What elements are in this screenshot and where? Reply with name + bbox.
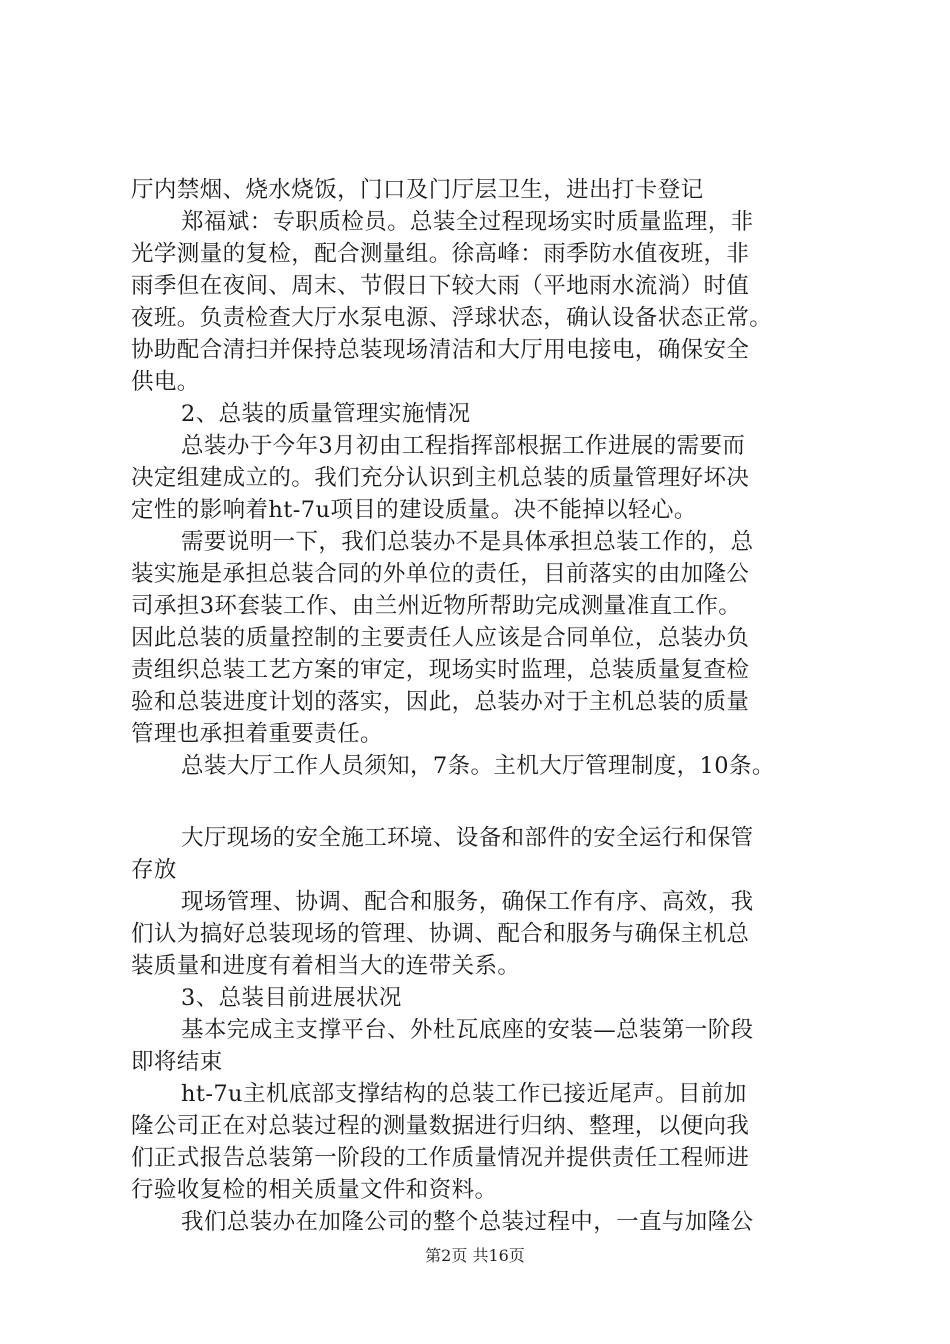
paragraph-line: 决定组建成立的。我们充分认识到主机总装的质量管理好坏决	[131, 465, 750, 491]
paragraph-line: 因此总装的质量控制的主要责任人应该是合同单位，总装办负	[131, 625, 750, 651]
document-body	[131, 174, 831, 1238]
paragraph-line: 装实施是承担总装合同的外单位的责任，目前落实的由加隆公	[131, 561, 750, 587]
section-heading: 3、总装目前进展状况	[181, 985, 402, 1011]
paragraph-line: 行验收复检的相关质量文件和资料。	[131, 1177, 498, 1203]
paragraph-line: 验和总装进度计划的落实，因此，总装办对于主机总装的质量	[131, 689, 750, 715]
paragraph-line: 总装办于今年3月初由工程指挥部根据工作进展的需要而	[181, 433, 746, 459]
paragraph-line: 存放	[131, 857, 177, 883]
paragraph-line: 郑福斌：专职质检员。总装全过程现场实时质量监理，非	[181, 209, 754, 235]
paragraph-line: 定性的影响着ht-7u项目的建设质量。决不能掉以轻心。	[131, 497, 697, 523]
paragraph-line: 现场管理、协调、配合和服务，确保工作有序、高效，我	[181, 889, 754, 915]
paragraph-line: 即将结束	[131, 1049, 223, 1075]
paragraph-line: 们正式报告总装第一阶段的工作质量情况并提供责任工程师进	[131, 1145, 750, 1171]
paragraph-line: 管理也承担着重要责任。	[131, 721, 383, 747]
paragraph-line: 夜班。负责检查大厅水泵电源、浮球状态，确认设备状态正常。	[131, 305, 773, 331]
paragraph-line: 责组织总装工艺方案的审定，现场实时监理，总装质量复查检	[131, 657, 750, 683]
blank-line	[131, 782, 831, 822]
paragraph-line: 大厅现场的安全施工环境、设备和部件的安全运行和保管	[181, 825, 754, 851]
paragraph-line: 需要说明一下，我们总装办不是具体承担总装工作的，总	[181, 529, 754, 555]
paragraph-line: 我们总装办在加隆公司的整个总装过程中，一直与加隆公	[181, 1209, 754, 1235]
paragraph-line: ht-7u主机底部支撑结构的总装工作已接近尾声。目前加	[181, 1081, 747, 1107]
paragraph-line: 厅内禁烟、烧水烧饭，门口及门厅层卫生，进出打卡登记	[131, 177, 704, 203]
section-heading: 2、总装的质量管理实施情况	[181, 401, 471, 427]
paragraph-line: 总装大厅工作人员须知，7条。主机大厅管理制度，10条。	[181, 753, 775, 779]
paragraph-line: 协助配合清扫并保持总装现场清洁和大厅用电接电，确保安全	[131, 337, 750, 363]
paragraph-line: 供电。	[131, 369, 200, 395]
paragraph-line: 司承担3环套装工作、由兰州近物所帮助完成测量准直工作。	[131, 593, 742, 619]
paragraph-line: 基本完成主支撑平台、外杜瓦底座的安装—总装第一阶段	[181, 1017, 754, 1043]
paragraph-line: 们认为搞好总装现场的管理、协调、配合和服务与确保主机总	[131, 921, 750, 947]
page-number-footer: 第2页 共16页	[425, 1246, 525, 1265]
paragraph-line: 隆公司正在对总装过程的测量数据进行归纳、整理，以便向我	[131, 1113, 750, 1139]
paragraph-line: 雨季但在夜间、周末、节假日下较大雨（平地雨水流淌）时值	[131, 273, 750, 299]
paragraph-line: 光学测量的复检，配合测量组。徐高峰：雨季防水值夜班，非	[131, 241, 750, 267]
paragraph-line: 装质量和进度有着相当大的连带关系。	[131, 953, 521, 979]
